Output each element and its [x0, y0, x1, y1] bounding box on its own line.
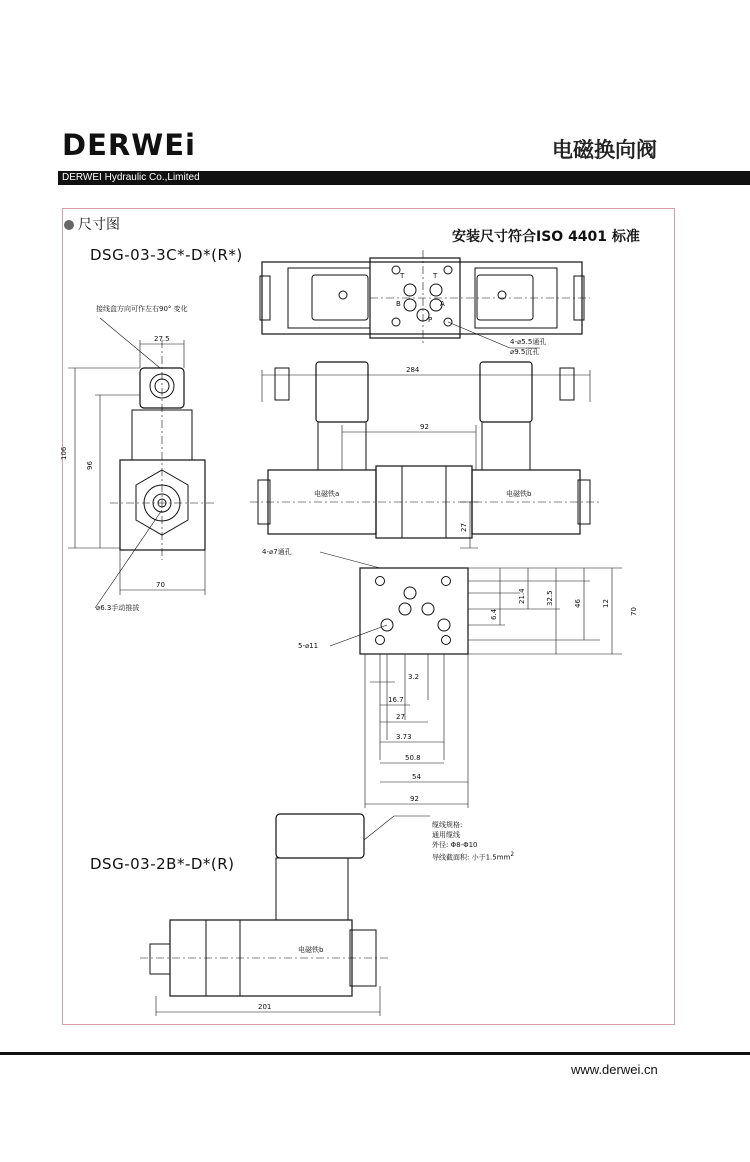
dim-12: 12	[602, 599, 610, 608]
note-mount-holes: 4-⌀7通孔	[262, 548, 292, 556]
dim-6-4: 6.4	[490, 608, 498, 620]
front-view	[250, 362, 600, 538]
footer-divider	[0, 1052, 750, 1055]
model-label-2b: DSG-03-2B*-D*(R)	[90, 855, 235, 873]
note-port-holes: 5-⌀11	[298, 642, 319, 650]
port-a: A	[440, 300, 445, 308]
dim-32-5: 32.5	[546, 590, 554, 606]
note-manual-override: ⌀6.3手动推拔	[96, 604, 140, 612]
top-view	[260, 250, 590, 348]
cable-spec-od: 外径: Φ8-Φ10	[432, 841, 478, 849]
cable-spec-type: 通用缆线	[432, 831, 460, 839]
page-title: 电磁换向阀	[552, 138, 657, 162]
cable-spec-title: 缆线规格:	[432, 821, 463, 829]
dim-92-mount: 92	[410, 795, 419, 803]
dim-70-side: 70	[156, 581, 165, 589]
side-view	[110, 340, 215, 560]
dim-3-2: 3.2	[408, 673, 420, 681]
note-counterbore: ⌀9.5沉孔	[510, 348, 540, 356]
port-t1: T	[400, 272, 405, 280]
dim-16-7: 16.7	[388, 696, 404, 704]
model-label-3c: DSG-03-3C*-D*(R*)	[90, 246, 243, 264]
mounting-surface	[360, 568, 468, 654]
single-coil-view	[140, 814, 430, 996]
footer-url[interactable]: www.derwei.cn	[571, 1062, 658, 1077]
dim-70-mount: 70	[630, 607, 638, 616]
dim-27-front: 27	[460, 523, 468, 532]
port-t2: T	[433, 272, 438, 280]
single-coil-dims	[156, 986, 380, 1016]
label-coil-b2: 电磁铁b	[298, 946, 324, 954]
dim-106: 106	[60, 446, 68, 460]
port-b: B	[396, 300, 401, 308]
dim-46: 46	[574, 599, 582, 608]
dim-27-5: 27.5	[154, 335, 170, 343]
section-label-text: 尺寸图	[78, 217, 120, 233]
mounting-dims	[320, 552, 622, 808]
label-coil-a: 电磁铁a	[314, 490, 340, 498]
dim-284: 284	[406, 366, 420, 374]
label-coil-b: 电磁铁b	[506, 490, 532, 498]
note-through-holes: 4-⌀5.5通孔	[510, 338, 547, 346]
dim-50-8: 50.8	[405, 754, 421, 762]
dim-201: 201	[258, 1003, 272, 1011]
cable-spec-area: 导线截面积: 小于$1.5mm^2$	[432, 852, 515, 862]
company-name: DERWEI Hydraulic Co.,Limited	[62, 172, 200, 183]
front-dims	[262, 370, 590, 548]
dim-21-4: 21.4	[518, 588, 526, 604]
brand-logo: DERWEi	[62, 128, 196, 162]
port-p: P	[428, 316, 433, 324]
standard-note: 安装尺寸符合ISO 4401 标准	[452, 229, 640, 245]
dim-54: 54	[412, 773, 421, 781]
dim-96: 96	[86, 461, 94, 470]
note-junction-box: 接线盒方向可作左右90° 变化	[96, 305, 188, 313]
dim-92-front: 92	[420, 423, 429, 431]
dim-27-mount: 27	[396, 713, 405, 721]
cable-spec	[432, 820, 514, 862]
dim-3-73: 3.73	[396, 733, 412, 741]
